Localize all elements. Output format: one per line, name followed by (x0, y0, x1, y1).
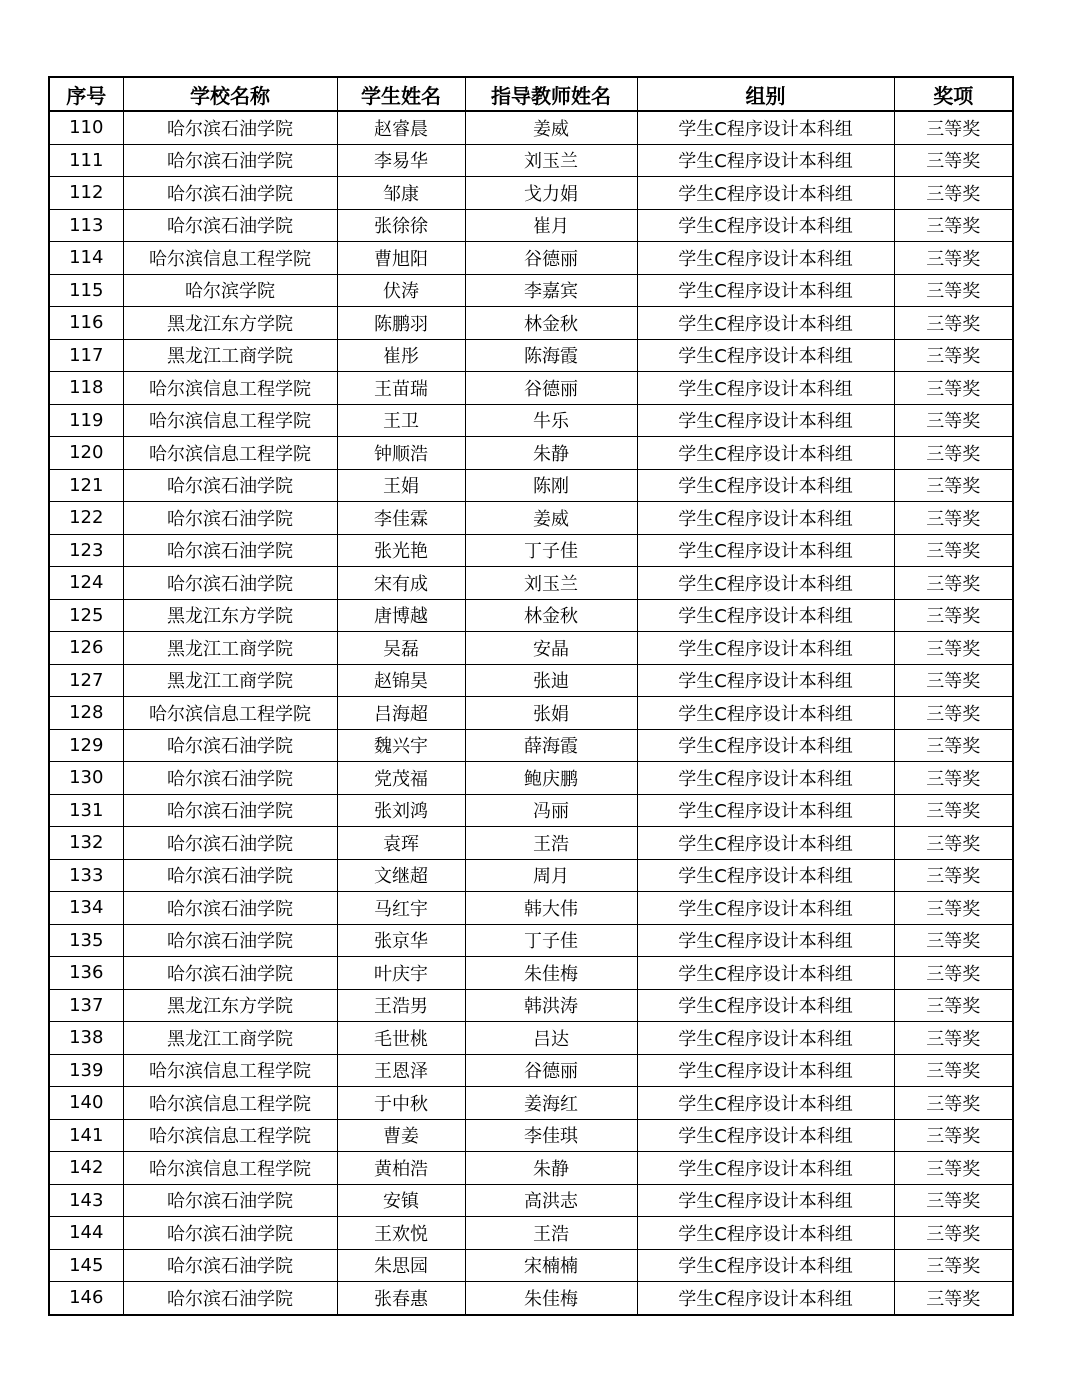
cell-student: 王恩泽 (337, 1054, 465, 1087)
cell-advisor: 张迪 (465, 664, 637, 697)
cell-group: 学生C程序设计本科组 (637, 664, 894, 697)
cell-student: 党茂福 (337, 762, 465, 795)
cell-award: 三等奖 (894, 989, 1013, 1022)
cell-index: 124 (49, 567, 123, 600)
cell-award: 三等奖 (894, 1022, 1013, 1055)
cell-group: 学生C程序设计本科组 (637, 372, 894, 405)
cell-student: 王浩男 (337, 989, 465, 1022)
cell-advisor: 韩洪涛 (465, 989, 637, 1022)
cell-index: 112 (49, 177, 123, 210)
table-row (49, 1184, 1013, 1217)
cell-student: 于中秋 (337, 1087, 465, 1120)
cell-student: 吕海超 (337, 697, 465, 730)
table-row (49, 1054, 1013, 1087)
cell-student: 马红宇 (337, 892, 465, 925)
cell-group: 学生C程序设计本科组 (637, 242, 894, 275)
cell-index: 136 (49, 957, 123, 990)
cell-award: 三等奖 (894, 404, 1013, 437)
cell-student: 王卫 (337, 404, 465, 437)
table-row (49, 469, 1013, 502)
cell-index: 143 (49, 1184, 123, 1217)
cell-school: 哈尔滨石油学院 (123, 144, 337, 177)
cell-index: 133 (49, 859, 123, 892)
cell-index: 135 (49, 924, 123, 957)
cell-index: 145 (49, 1249, 123, 1282)
cell-index: 113 (49, 209, 123, 242)
table-row (49, 339, 1013, 372)
cell-award: 三等奖 (894, 372, 1013, 405)
cell-student: 赵睿晨 (337, 111, 465, 144)
cell-award: 三等奖 (894, 469, 1013, 502)
cell-group: 学生C程序设计本科组 (637, 1119, 894, 1152)
cell-advisor: 丁子佳 (465, 924, 637, 957)
cell-advisor: 林金秋 (465, 599, 637, 632)
cell-award: 三等奖 (894, 1217, 1013, 1250)
cell-student: 钟顺浩 (337, 437, 465, 470)
header-group: 组别 (637, 77, 894, 111)
header-advisor: 指导教师姓名 (465, 77, 637, 111)
cell-award: 三等奖 (894, 957, 1013, 990)
cell-student: 文继超 (337, 859, 465, 892)
cell-group: 学生C程序设计本科组 (637, 534, 894, 567)
cell-student: 陈鹏羽 (337, 307, 465, 340)
cell-index: 115 (49, 274, 123, 307)
cell-school: 黑龙江东方学院 (123, 599, 337, 632)
cell-advisor: 陈刚 (465, 469, 637, 502)
cell-advisor: 朱佳梅 (465, 1282, 637, 1315)
cell-school: 哈尔滨石油学院 (123, 209, 337, 242)
cell-school: 哈尔滨石油学院 (123, 957, 337, 990)
cell-group: 学生C程序设计本科组 (637, 1152, 894, 1185)
cell-student: 张光艳 (337, 534, 465, 567)
cell-advisor: 朱静 (465, 1152, 637, 1185)
table-row (49, 729, 1013, 762)
cell-group: 学生C程序设计本科组 (637, 567, 894, 600)
cell-school: 哈尔滨信息工程学院 (123, 1054, 337, 1087)
table-row (49, 144, 1013, 177)
cell-school: 哈尔滨石油学院 (123, 1217, 337, 1250)
cell-group: 学生C程序设计本科组 (637, 827, 894, 860)
cell-award: 三等奖 (894, 1184, 1013, 1217)
cell-school: 哈尔滨石油学院 (123, 1282, 337, 1315)
table-row (49, 177, 1013, 210)
table-row (49, 404, 1013, 437)
cell-index: 129 (49, 729, 123, 762)
cell-group: 学生C程序设计本科组 (637, 924, 894, 957)
cell-advisor: 张娟 (465, 697, 637, 730)
table-row (49, 1022, 1013, 1055)
cell-award: 三等奖 (894, 892, 1013, 925)
cell-award: 三等奖 (894, 1282, 1013, 1315)
cell-group: 学生C程序设计本科组 (637, 209, 894, 242)
table-row (49, 827, 1013, 860)
cell-group: 学生C程序设计本科组 (637, 599, 894, 632)
table-row (49, 567, 1013, 600)
cell-group: 学生C程序设计本科组 (637, 989, 894, 1022)
table-row (49, 372, 1013, 405)
cell-award: 三等奖 (894, 339, 1013, 372)
cell-advisor: 宋楠楠 (465, 1249, 637, 1282)
cell-group: 学生C程序设计本科组 (637, 697, 894, 730)
cell-award: 三等奖 (894, 1087, 1013, 1120)
cell-advisor: 谷德丽 (465, 372, 637, 405)
table-row (49, 697, 1013, 730)
cell-student: 李佳霖 (337, 502, 465, 535)
cell-award: 三等奖 (894, 111, 1013, 144)
cell-student: 袁珲 (337, 827, 465, 860)
cell-advisor: 姜海红 (465, 1087, 637, 1120)
cell-school: 哈尔滨石油学院 (123, 827, 337, 860)
cell-student: 伏涛 (337, 274, 465, 307)
cell-index: 118 (49, 372, 123, 405)
cell-award: 三等奖 (894, 632, 1013, 665)
cell-advisor: 李佳琪 (465, 1119, 637, 1152)
cell-student: 李易华 (337, 144, 465, 177)
cell-award: 三等奖 (894, 1054, 1013, 1087)
cell-school: 哈尔滨石油学院 (123, 794, 337, 827)
cell-school: 哈尔滨石油学院 (123, 859, 337, 892)
cell-school: 哈尔滨石油学院 (123, 729, 337, 762)
cell-award: 三等奖 (894, 762, 1013, 795)
cell-index: 132 (49, 827, 123, 860)
table-row (49, 599, 1013, 632)
cell-school: 哈尔滨石油学院 (123, 924, 337, 957)
award-table (48, 76, 1014, 1316)
table-row (49, 957, 1013, 990)
cell-group: 学生C程序设计本科组 (637, 762, 894, 795)
table-row (49, 762, 1013, 795)
cell-award: 三等奖 (894, 1152, 1013, 1185)
cell-advisor: 王浩 (465, 1217, 637, 1250)
cell-school: 哈尔滨信息工程学院 (123, 404, 337, 437)
cell-index: 138 (49, 1022, 123, 1055)
cell-index: 128 (49, 697, 123, 730)
cell-school: 哈尔滨石油学院 (123, 762, 337, 795)
cell-index: 116 (49, 307, 123, 340)
cell-index: 139 (49, 1054, 123, 1087)
cell-group: 学生C程序设计本科组 (637, 339, 894, 372)
cell-student: 王苗瑞 (337, 372, 465, 405)
cell-award: 三等奖 (894, 1119, 1013, 1152)
cell-group: 学生C程序设计本科组 (637, 957, 894, 990)
table-body (49, 111, 1013, 1315)
cell-student: 张徐徐 (337, 209, 465, 242)
cell-award: 三等奖 (894, 599, 1013, 632)
cell-school: 哈尔滨石油学院 (123, 177, 337, 210)
cell-award: 三等奖 (894, 859, 1013, 892)
header-award: 奖项 (894, 77, 1013, 111)
cell-group: 学生C程序设计本科组 (637, 729, 894, 762)
cell-group: 学生C程序设计本科组 (637, 1054, 894, 1087)
cell-group: 学生C程序设计本科组 (637, 1217, 894, 1250)
cell-student: 毛世桃 (337, 1022, 465, 1055)
table-row (49, 1249, 1013, 1282)
cell-group: 学生C程序设计本科组 (637, 469, 894, 502)
cell-advisor: 鲍庆鹏 (465, 762, 637, 795)
table-row (49, 1087, 1013, 1120)
cell-advisor: 戈力娟 (465, 177, 637, 210)
cell-award: 三等奖 (894, 924, 1013, 957)
cell-index: 120 (49, 437, 123, 470)
cell-group: 学生C程序设计本科组 (637, 307, 894, 340)
cell-group: 学生C程序设计本科组 (637, 1087, 894, 1120)
cell-award: 三等奖 (894, 307, 1013, 340)
cell-group: 学生C程序设计本科组 (637, 502, 894, 535)
cell-group: 学生C程序设计本科组 (637, 1022, 894, 1055)
cell-group: 学生C程序设计本科组 (637, 1184, 894, 1217)
cell-student: 邹康 (337, 177, 465, 210)
cell-school: 黑龙江工商学院 (123, 339, 337, 372)
cell-student: 曹姜 (337, 1119, 465, 1152)
cell-group: 学生C程序设计本科组 (637, 404, 894, 437)
cell-school: 黑龙江工商学院 (123, 632, 337, 665)
table-header-row (49, 77, 1013, 111)
table-row (49, 534, 1013, 567)
cell-school: 哈尔滨信息工程学院 (123, 372, 337, 405)
cell-index: 137 (49, 989, 123, 1022)
cell-group: 学生C程序设计本科组 (637, 1282, 894, 1315)
cell-student: 安镇 (337, 1184, 465, 1217)
cell-group: 学生C程序设计本科组 (637, 794, 894, 827)
cell-advisor: 高洪志 (465, 1184, 637, 1217)
table-row (49, 632, 1013, 665)
table-row (49, 437, 1013, 470)
cell-group: 学生C程序设计本科组 (637, 274, 894, 307)
cell-student: 赵锦昊 (337, 664, 465, 697)
cell-school: 哈尔滨信息工程学院 (123, 1087, 337, 1120)
cell-advisor: 姜威 (465, 502, 637, 535)
cell-advisor: 崔月 (465, 209, 637, 242)
cell-group: 学生C程序设计本科组 (637, 437, 894, 470)
cell-index: 122 (49, 502, 123, 535)
cell-index: 117 (49, 339, 123, 372)
cell-group: 学生C程序设计本科组 (637, 632, 894, 665)
table-row (49, 274, 1013, 307)
cell-school: 哈尔滨信息工程学院 (123, 697, 337, 730)
cell-advisor: 朱佳梅 (465, 957, 637, 990)
cell-advisor: 周月 (465, 859, 637, 892)
cell-student: 崔彤 (337, 339, 465, 372)
cell-school: 黑龙江东方学院 (123, 989, 337, 1022)
table-row (49, 242, 1013, 275)
cell-student: 曹旭阳 (337, 242, 465, 275)
cell-school: 黑龙江东方学院 (123, 307, 337, 340)
cell-advisor: 陈海霞 (465, 339, 637, 372)
cell-group: 学生C程序设计本科组 (637, 859, 894, 892)
cell-advisor: 李嘉宾 (465, 274, 637, 307)
cell-student: 张春惠 (337, 1282, 465, 1315)
cell-school: 哈尔滨石油学院 (123, 111, 337, 144)
cell-index: 114 (49, 242, 123, 275)
table-row (49, 111, 1013, 144)
cell-advisor: 韩大伟 (465, 892, 637, 925)
header-student: 学生姓名 (337, 77, 465, 111)
cell-student: 宋有成 (337, 567, 465, 600)
cell-student: 王娟 (337, 469, 465, 502)
table-row (49, 209, 1013, 242)
cell-index: 131 (49, 794, 123, 827)
cell-advisor: 王浩 (465, 827, 637, 860)
cell-group: 学生C程序设计本科组 (637, 1249, 894, 1282)
cell-student: 吴磊 (337, 632, 465, 665)
table-row (49, 1152, 1013, 1185)
cell-index: 130 (49, 762, 123, 795)
cell-index: 125 (49, 599, 123, 632)
cell-award: 三等奖 (894, 209, 1013, 242)
cell-school: 哈尔滨石油学院 (123, 502, 337, 535)
cell-advisor: 姜威 (465, 111, 637, 144)
cell-award: 三等奖 (894, 794, 1013, 827)
cell-school: 哈尔滨石油学院 (123, 892, 337, 925)
cell-student: 魏兴宇 (337, 729, 465, 762)
cell-index: 123 (49, 534, 123, 567)
cell-advisor: 丁子佳 (465, 534, 637, 567)
cell-award: 三等奖 (894, 177, 1013, 210)
cell-award: 三等奖 (894, 697, 1013, 730)
cell-index: 142 (49, 1152, 123, 1185)
cell-advisor: 谷德丽 (465, 1054, 637, 1087)
cell-award: 三等奖 (894, 827, 1013, 860)
cell-school: 哈尔滨信息工程学院 (123, 1152, 337, 1185)
cell-award: 三等奖 (894, 437, 1013, 470)
cell-advisor: 朱静 (465, 437, 637, 470)
cell-group: 学生C程序设计本科组 (637, 111, 894, 144)
cell-award: 三等奖 (894, 664, 1013, 697)
cell-index: 141 (49, 1119, 123, 1152)
cell-index: 146 (49, 1282, 123, 1315)
cell-advisor: 林金秋 (465, 307, 637, 340)
cell-student: 唐博越 (337, 599, 465, 632)
table-row (49, 892, 1013, 925)
cell-school: 哈尔滨学院 (123, 274, 337, 307)
cell-advisor: 安晶 (465, 632, 637, 665)
cell-index: 110 (49, 111, 123, 144)
cell-group: 学生C程序设计本科组 (637, 144, 894, 177)
cell-index: 111 (49, 144, 123, 177)
cell-award: 三等奖 (894, 274, 1013, 307)
cell-advisor: 薛海霞 (465, 729, 637, 762)
cell-award: 三等奖 (894, 502, 1013, 535)
cell-student: 叶庆宇 (337, 957, 465, 990)
cell-school: 哈尔滨石油学院 (123, 534, 337, 567)
table-row (49, 859, 1013, 892)
cell-index: 140 (49, 1087, 123, 1120)
cell-student: 朱思园 (337, 1249, 465, 1282)
cell-award: 三等奖 (894, 242, 1013, 275)
cell-advisor: 谷德丽 (465, 242, 637, 275)
cell-award: 三等奖 (894, 567, 1013, 600)
cell-school: 哈尔滨石油学院 (123, 1249, 337, 1282)
cell-index: 119 (49, 404, 123, 437)
cell-school: 哈尔滨石油学院 (123, 567, 337, 600)
table-row (49, 989, 1013, 1022)
cell-school: 哈尔滨信息工程学院 (123, 1119, 337, 1152)
cell-student: 黄柏浩 (337, 1152, 465, 1185)
cell-school: 哈尔滨石油学院 (123, 1184, 337, 1217)
cell-advisor: 吕达 (465, 1022, 637, 1055)
table-row (49, 924, 1013, 957)
table-row (49, 502, 1013, 535)
cell-award: 三等奖 (894, 534, 1013, 567)
table-row (49, 1282, 1013, 1315)
table-row (49, 1217, 1013, 1250)
table-row (49, 1119, 1013, 1152)
cell-advisor: 牛乐 (465, 404, 637, 437)
cell-index: 121 (49, 469, 123, 502)
header-school: 学校名称 (123, 77, 337, 111)
header-index: 序号 (49, 77, 123, 111)
cell-advisor: 刘玉兰 (465, 567, 637, 600)
cell-index: 134 (49, 892, 123, 925)
cell-school: 哈尔滨信息工程学院 (123, 242, 337, 275)
cell-index: 127 (49, 664, 123, 697)
table-row (49, 307, 1013, 340)
cell-index: 144 (49, 1217, 123, 1250)
cell-index: 126 (49, 632, 123, 665)
cell-student: 张京华 (337, 924, 465, 957)
cell-award: 三等奖 (894, 144, 1013, 177)
cell-school: 黑龙江工商学院 (123, 1022, 337, 1055)
cell-school: 黑龙江工商学院 (123, 664, 337, 697)
cell-award: 三等奖 (894, 1249, 1013, 1282)
table-row (49, 664, 1013, 697)
cell-group: 学生C程序设计本科组 (637, 177, 894, 210)
cell-student: 张刘鸿 (337, 794, 465, 827)
table-row (49, 794, 1013, 827)
cell-school: 哈尔滨石油学院 (123, 469, 337, 502)
cell-advisor: 刘玉兰 (465, 144, 637, 177)
cell-student: 王欢悦 (337, 1217, 465, 1250)
cell-group: 学生C程序设计本科组 (637, 892, 894, 925)
cell-advisor: 冯丽 (465, 794, 637, 827)
cell-award: 三等奖 (894, 729, 1013, 762)
cell-school: 哈尔滨信息工程学院 (123, 437, 337, 470)
